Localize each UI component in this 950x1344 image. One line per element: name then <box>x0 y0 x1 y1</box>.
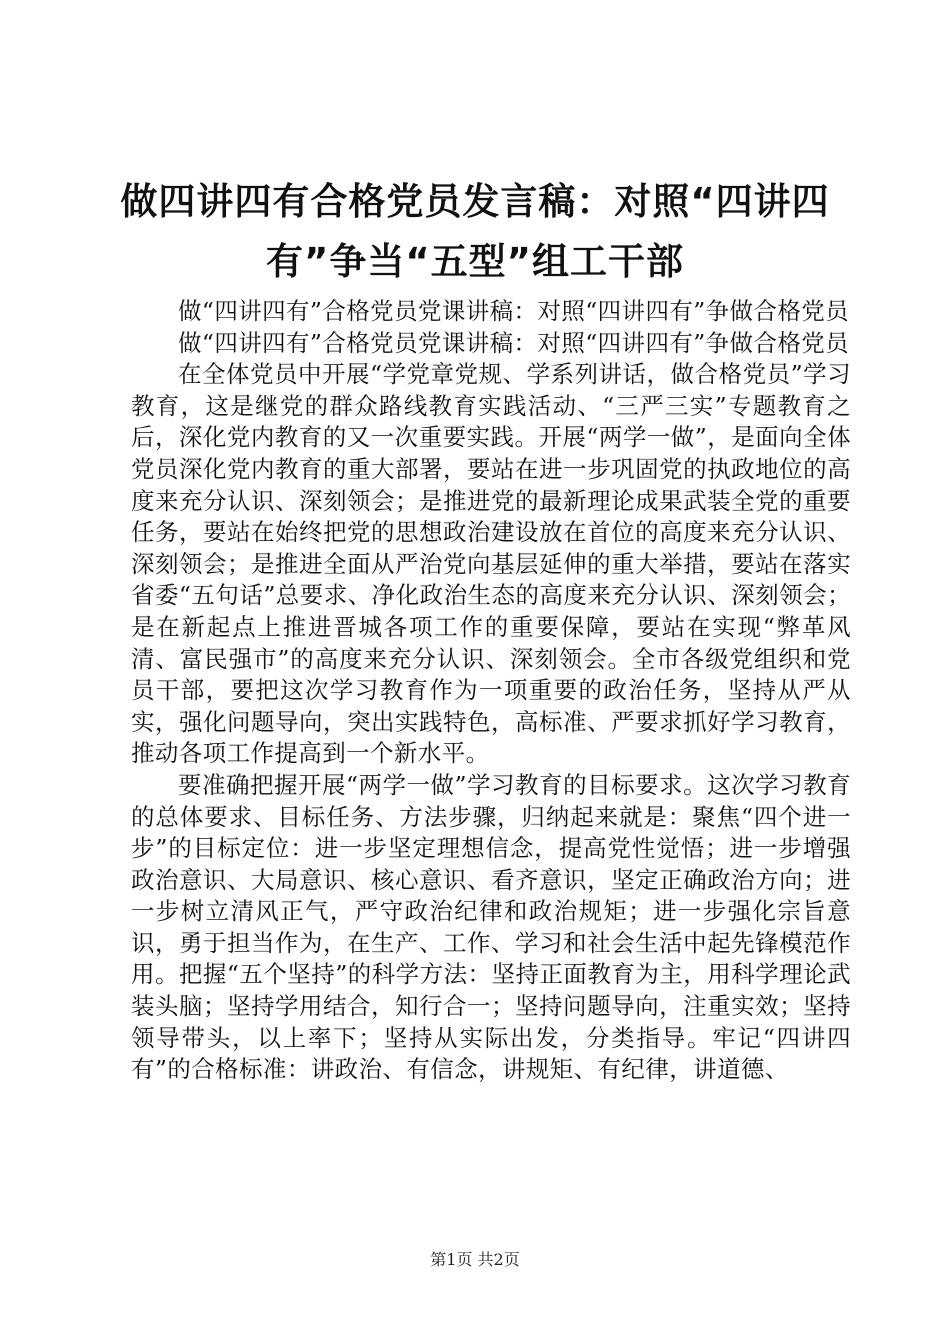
paragraph-1: 做“四讲四有”合格党员党课讲稿：对照“四讲四有”争做合格党员 <box>178 297 850 325</box>
title-line-1: 做四讲四有合格党员发言稿：对照“四讲四 <box>120 180 830 223</box>
paragraph-3: 在全体党员中开展“学党章党规、学系列讲话，做合格党员”学习教育，这是继党的群众路线教育实践活动、“三严三实”专题教育之后，深化党内教育的又一次重要实践。开展“两学一做”，是面向全体党员深化党内教育的重大部署，要站在进一步巩固党的执政地位的高度来充分认识、深刻领会；是推进党的最新理论成果武装全党的重要任务，要站在始终把党的思想政治建设放在首位的高度来充分认识、深刻领会；是推进全面从严治党向基层延伸的重大举措，要站在落实省委“五句话”总要求、净化政治生态的高度来充分认识、深刻领会；是在新起点上推进晋城各项工作的重要保障，要站在实现“弊革风清、富民强市”的高度来充分认识、深刻领会。全市各级党组织和党员干部，要把这次学习教育作为一项重要的政治任务，坚持从严从实，强化问题导向，突出实践特色，高标准、严要求抓好学习教育，推动各项工作提高到一个新水平。 <box>131 360 851 768</box>
paragraph-2: 做“四讲四有”合格党员党课讲稿：对照“四讲四有”争做合格党员 <box>178 328 850 357</box>
title-line-2: 有”争当“五型”组工干部 <box>266 240 684 283</box>
document-body <box>131 296 851 1086</box>
document-title <box>100 172 850 292</box>
paragraph-4: 要准确把握开展“两学一做”学习教育的目标要求。这次学习教育的总体要求、目标任务、方法步骤，归纳起来就是：聚焦“四个进一步”的目标定位：进一步坚定理想信念，提高党性觉悟；进一步增强政治意识、大局意识、核心意识、看齐意识，坚定正确政治方向；进一步树立清风正气，严守政治纪律和政治规矩；进一步强化宗旨意识，勇于担当作为，在生产、工作、学习和社会生活中起先锋模范作用。把握“五个坚持”的科学方法：坚持正面教育为主，用科学理论武装头脑；坚持学用结合，知行合一；坚持问题导向，注重实效；坚持领导带头，以上率下；坚持从实际出发，分类指导。牢记“四讲四有”的合格标准：讲政治、有信念，讲规矩、有纪律，讲道德、 <box>131 770 851 1084</box>
page-footer: 第1页 共2页 <box>430 1250 520 1269</box>
